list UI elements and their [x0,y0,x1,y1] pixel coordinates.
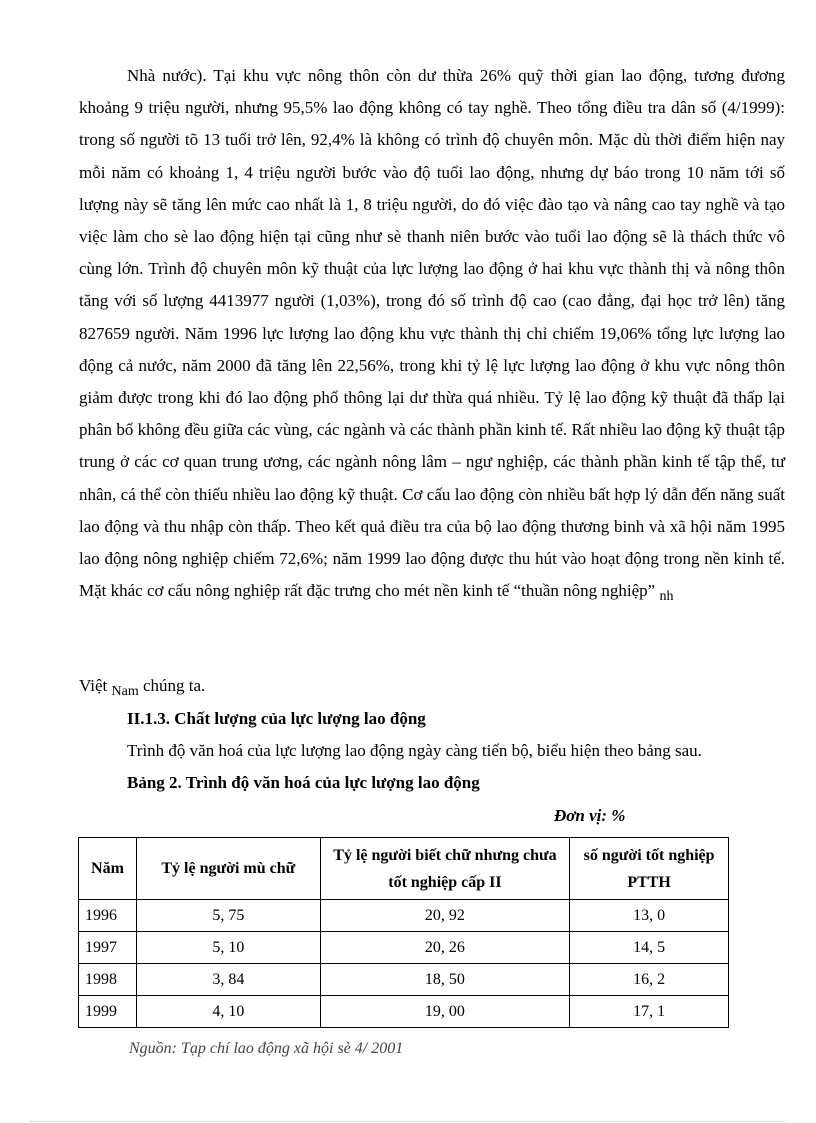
cell-graduates: 17, 1 [570,996,729,1028]
education-table [78,837,729,1028]
cell-illiterate: 5, 10 [136,932,320,964]
cell-literate: 19, 00 [320,996,570,1028]
header-literate-no-secondary: Tỷ lệ người biết chữ nhưng chưa tốt nghiệp cấp II [320,838,570,900]
cell-year: 1998 [79,964,137,996]
table-caption: Bảng 2. Trình độ văn hoá của lực lượng lao động [127,773,480,792]
source-note: Nguồn: Tạp chí lao động xã hội sè 4/ 2001 [129,1040,404,1057]
fragment-end: chúng ta. [142,676,206,695]
cell-graduates: 13, 0 [570,900,729,932]
fragment-nh: nh [659,589,674,605]
cell-literate: 20, 92 [320,900,570,932]
intro-sentence: Trình độ văn hoá của lực lượng lao động ngày càng tiến bộ, biểu hiện theo bảng sau. [127,741,702,760]
header-high-school-graduates: số người tốt nghiệp PTTH [570,838,729,900]
last-line [79,676,206,699]
cell-year: 1997 [79,932,137,964]
cell-graduates: 16, 2 [570,964,729,996]
body-text: Nhà nước). Tại khu vực nông thôn còn dư thừa 26% quỹ thời gian lao động, tương đương khoảng 9 triệu người, nhưng 95,5% lao động không có tay nghề. Theo tổng điều tra dân số (4/1999): trong số người tõ 13 tuổi trở lên, 92,4% là không có trình độ chuyên môn. Mặc dù thời điểm hiện nay mỗi năm có khoảng 1, 4 triệu người bước vào độ tuổi lao động, nhưng dự báo trong 10 năm tới số lượng này sẽ tăng lên mức cao nhất là 1, 8 triệu người, do đó việc đào tạo và nâng cao tay nghề và tạo việc làm cho sè lao động hiện tại cũng như sè thanh niên bước vào tuổi lao động sẽ là thách thức vô cùng lớn. Trình độ chuyên môn kỹ thuật của lực lượng lao động ở hai khu vực thành thị và nông thôn tăng với số lượng 4413977 người (1,03%), trong đó số trình độ cao (cao đẳng, đại học trở lên) tăng 827659 người. Năm 1996 lực lượng lao động khu vực thành thị chỉ chiếm 19,06% tổng lực lượng lao động cả nước, năm 2000 đã tăng lên 22,56%, trong khi tỷ lệ lực lượng lao động ở khu vực nông thôn giảm được trong khi đó lao động phổ thông lại dư thừa quá nhiều. Tỷ lệ lao động kỹ thuật đã thấp lại phân bổ không đều giữa các vùng, các ngành và các thành phần kinh tế. Rất nhiều lao động kỹ thuật tập trung ở các cơ quan trung ương, các ngành nông lâm – ngư nghiệp, các thành phần kinh tế tập thể, tư nhân, cá thể còn thiếu nhiều lao động kỹ thuật. Cơ cấu lao động còn nhiều bất hợp lý dẫn đến năng suất lao động và thu nhập còn thấp. Theo kết quả điều tra của bộ lao động thương binh và xã hội năm 1995 lao động nông nghiệp chiếm 72,6%; năm 1999 lao động được thu hút vào hoạt động trong nền kinh tế. Mặt khác cơ cấu nông nghiệp rất đặc trưng cho mét nền kinh tế “thuần nông nghiệp” [79,66,785,601]
table-row [79,932,729,964]
section-heading: II.1.3. Chất lượng của lực lượng lao động [127,709,426,728]
table-row [79,996,729,1028]
table-row [79,900,729,932]
fragment-nam: Nam [111,684,139,699]
header-year: Năm [79,838,137,900]
cell-year: 1999 [79,996,137,1028]
table-header-row [79,838,729,900]
cell-literate: 20, 26 [320,932,570,964]
cell-illiterate: 5, 75 [136,900,320,932]
fragment-viet: Việt [79,676,108,695]
cell-literate: 18, 50 [320,964,570,996]
cell-illiterate: 3, 84 [136,964,320,996]
cell-illiterate: 4, 10 [136,996,320,1028]
cell-graduates: 14, 5 [570,932,729,964]
header-illiterate: Tỷ lệ người mù chữ [136,838,320,900]
page-bottom-rule [30,1121,786,1122]
body-paragraph [79,60,785,609]
cell-year: 1996 [79,900,137,932]
unit-label: Đơn vị: % [554,806,626,825]
table-row [79,964,729,996]
